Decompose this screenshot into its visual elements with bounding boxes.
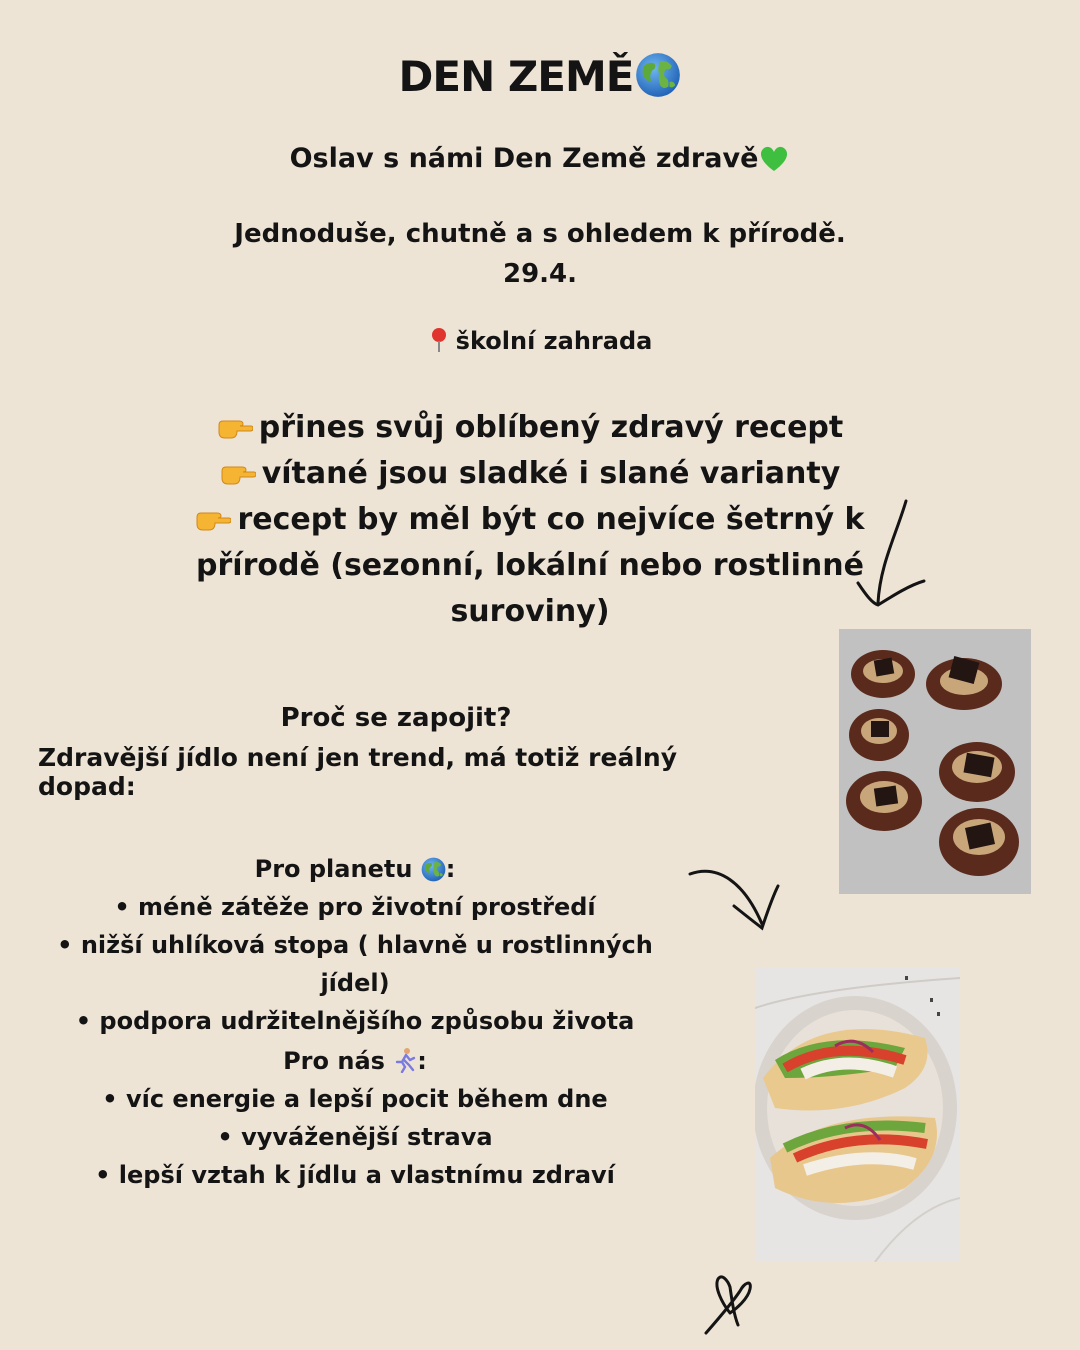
globe-icon xyxy=(421,857,446,882)
planet-heading: Pro planetu : xyxy=(254,855,456,883)
pointing-hand-icon xyxy=(217,415,253,441)
subtitle xyxy=(240,143,840,174)
list-item: • podpora udržitelnějšího způsobu života xyxy=(75,1007,635,1035)
title-text: DEN ZEMĚ xyxy=(398,52,634,101)
pointing-hand-icon xyxy=(220,461,256,487)
location xyxy=(280,327,800,355)
pita-photo xyxy=(755,968,960,1262)
list-item: • vyváženější strava xyxy=(217,1123,493,1151)
list-item: • méně zátěže pro životní prostředí xyxy=(114,893,596,921)
bullet-item: recept by měl být co nejvíce šetrný k xyxy=(170,497,890,543)
event-date: 29.4. xyxy=(502,259,578,289)
bullet-item: vítané jsou sladké i slané varianty xyxy=(170,451,890,497)
list-item: • lepší vztah k jídlu a vlastnímu zdraví xyxy=(95,1161,615,1189)
us-section xyxy=(30,1042,680,1194)
pin-icon xyxy=(428,327,450,353)
arrow-icon xyxy=(688,862,783,934)
planet-section xyxy=(30,850,680,1040)
subtitle-text: Oslav s námi Den Země zdravě xyxy=(289,143,759,174)
bullet-item-continued: přírodě (sezonní, lokální nebo rostlinné xyxy=(196,548,864,583)
location-text: školní zahrada xyxy=(455,327,653,355)
list-item: • víc energie a lepší pocit během dne xyxy=(102,1085,608,1113)
dates-photo xyxy=(839,629,1031,894)
green-heart-icon xyxy=(758,143,790,173)
tagline-block xyxy=(180,214,900,294)
arrow-icon xyxy=(850,495,940,615)
runner-icon xyxy=(393,1047,417,1073)
us-heading: Pro nás : xyxy=(283,1047,427,1075)
globe-icon xyxy=(635,52,681,98)
bullet-item: přines svůj oblíbený zdravý recept xyxy=(170,405,890,451)
why-text: Zdravější jídlo není jen trend, má totiž reálný dopad: xyxy=(38,743,678,801)
page-title xyxy=(0,52,1080,101)
bullet-list xyxy=(170,405,890,635)
bullet-item-continued: suroviny) xyxy=(450,594,610,629)
tagline: Jednoduše, chutně a s ohledem k přírodě. xyxy=(234,219,846,249)
pointing-hand-icon xyxy=(195,507,231,533)
why-heading: Proč se zapojit? xyxy=(280,703,512,733)
heart-doodle-icon xyxy=(700,1273,760,1337)
list-item: • nižší uhlíková stopa ( hlavně u rostlinných jídel) xyxy=(57,931,653,997)
